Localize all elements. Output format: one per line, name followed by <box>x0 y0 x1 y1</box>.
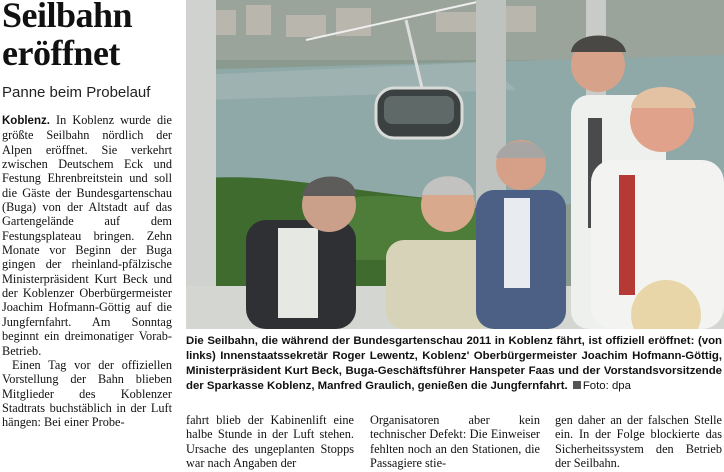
paragraph-1-text: In Koblenz wurde die größte Seilbahn nördlich der Alpen eröffnet. Sie verkehrt zwischen Deutschem Eck und Festung Ehrenbreitstein und soll die Gäste der Bundesgartenschau (Buga) von der Altstadt auf das Gartengelände auf dem Festungsplateau bringen. Zehn Monate vor Beginn der Buga gingen der rheinland-pfälzische Ministerpräsident Kurt Beck und der Koblenzer Oberbürgermeister Joachim Hofmann-Göttig auf die Jungfernfahrt. Am Sonntag beginnt ein dreimonatiger Vorab-Betrieb. <box>2 113 172 358</box>
cable-car-photo-illustration <box>186 0 724 329</box>
article-column-3: Organisatoren aber kein technischer Defekt: Die Einweiser fehlten noch an den Stationen, die Passagiere stie- <box>370 413 540 471</box>
paragraph-2: Einen Tag vor der offiziellen Vorstellung der Bahn blieben Mitglieder des Koblenzer Stadtrats buchstäblich in der Luft hängen: Bei einer Probe- <box>2 357 172 430</box>
photo-credit: Foto: dpa <box>582 380 631 392</box>
headline-line-1: Seilbahn <box>2 0 133 35</box>
headline <box>2 0 182 72</box>
headline-line-2: eröffnet <box>2 33 120 73</box>
news-photo <box>186 0 724 329</box>
dateline: Koblenz. <box>2 115 50 127</box>
article-column-1 <box>2 113 172 430</box>
paragraph-1 <box>2 113 172 358</box>
caption-text: Die Seilbahn, die während der Bundesgartenschau 2011 in Koblenz fährt, ist offiziell eröffnet: (von links) Innenstaatssekretär Roger Lewentz, Koblenz' Oberbürgermeister Joachim Hofmann-Göttig, Ministerpräsident Kurt Beck, Buga-Geschäftsführer Hanspeter Faas und der Vorstandsvorsitzende der Sparkasse Koblenz, Manfred Graulich, genießen die Jungfernfahrt. <box>186 335 722 392</box>
photo-caption <box>186 334 722 394</box>
credit-square-icon <box>573 381 581 389</box>
article-column-4: gen daher an der falschen Stelle ein. In der Folge blockierte das Sicherheitssystem den Betrieb der Seilbahn. <box>555 413 722 471</box>
article-column-2: fahrt blieb der Kabinenlift eine halbe Stunde in der Luft stehen. Ursache des ungeplanten Stopps war nach Angaben der <box>186 413 354 471</box>
subheadline: Panne beim Probelauf <box>2 84 151 101</box>
